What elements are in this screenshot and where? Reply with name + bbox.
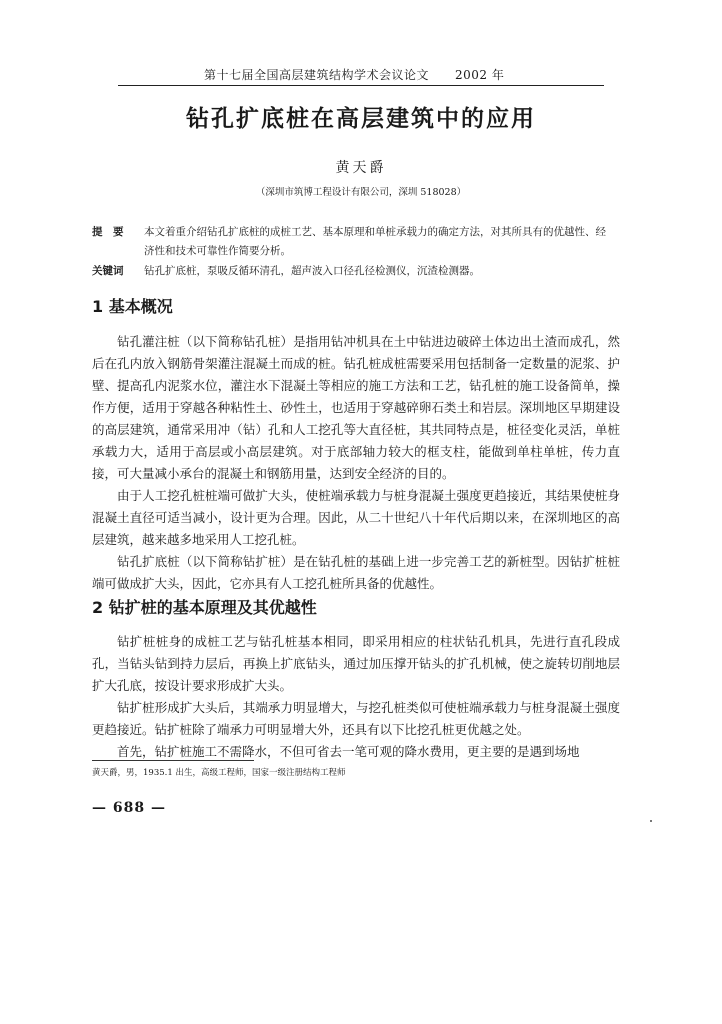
running-header <box>204 66 505 83</box>
paragraph: 钻孔扩底桩（以下简称钻扩桩）是在钻孔桩的基础上进一步完善工艺的新桩型。因钻扩桩桩端可做成扩大头，因此，它亦具有人工挖孔桩所具备的优越性。 <box>92 554 620 591</box>
affiliation: （深圳市筑博工程设计有限公司，深圳 518028） <box>255 187 467 198</box>
section-heading-2: 2 钻扩桩的基本原理及其优越性 <box>92 598 317 617</box>
author: 黄天爵 <box>335 160 387 176</box>
section-1-body <box>92 331 620 595</box>
abstract-text: 本文着重介绍钻孔扩底桩的成桩工艺、基本原理和单桩承载力的确定方法，对其所具有的优越性、经济性和技术可靠性作简要分析。 <box>144 226 606 257</box>
abstract <box>92 223 612 261</box>
footnote-rule <box>92 760 254 761</box>
section-2-body <box>92 631 620 763</box>
page-number: — 688 — <box>92 800 166 816</box>
paragraph: 钻扩桩桩身的成桩工艺与钻孔桩基本相同，即采用相应的柱状钻孔机具，先进行直孔段成孔，当钻头钻到持力层后，再换上扩底钻头，通过加压撑开钻头的扩孔机械，使之旋转切削地层扩大孔底，按设计要求形成扩大头。 <box>92 634 620 693</box>
paragraph: 首先，钻扩桩施工不需降水，不但可省去一笔可观的降水费用，更主要的是遇到场地 <box>117 744 580 759</box>
header-rule <box>118 85 604 86</box>
scan-speck <box>650 820 652 822</box>
conference-name: 第十七届全国高层建筑结构学术会议论文 <box>204 68 430 82</box>
paragraph: 钻孔灌注桩（以下简称钻孔桩）是指用钻冲机具在土中钻进边破碎土体边出土渣而成孔，然后在孔内放入钢筋骨架灌注混凝土而成的桩。钻孔桩成桩需要采用包括制备一定数量的泥浆、护壁、提高孔内泥浆水位，灌注水下混凝土等相应的施工方法和工艺，钻孔桩的施工设备简单，操作方便，适用于穿越各种粘性土、砂性土，也适用于穿越碎卵石类土和岩层。深圳地区早期建设的高层建筑，通常采用冲（钻）孔和人工挖孔等大直径桩，其共同特点是，桩径变化灵活，单桩承载力大，适用于高层或小高层建筑。对于底部轴力较大的框支柱，能做到单柱单桩，传力直接，可大量减小承台的混凝土和钢筋用量，达到安全经济的目的。 <box>92 334 620 481</box>
abstract-label: 提 要 <box>92 226 124 238</box>
section-heading-1: 1 基本概况 <box>92 297 173 316</box>
paper-title: 钻孔扩底桩在高层建筑中的应用 <box>186 106 536 132</box>
conference-year: 2002 年 <box>455 68 505 82</box>
paragraph: 由于人工挖孔桩桩端可做扩大头，使桩端承载力与桩身混凝土强度更趋接近，其结果使桩身混凝土直径可适当减小，设计更为合理。因此，从二十世纪八十年代后期以来，在深圳地区的高层建筑，越来越多地采用人工挖孔桩。 <box>92 488 620 547</box>
paragraph: 钻扩桩形成扩大头后，其端承力明显增大，与挖孔桩类似可使桩端承载力与桩身混凝土强度更趋接近。钻扩桩除了端承力可明显增大外，还具有以下比挖孔桩更优越之处。 <box>92 700 620 737</box>
keywords-text: 钻孔扩底桩，泵吸反循环清孔，超声波入口径孔径检测仪，沉渣检测器。 <box>144 265 480 277</box>
footnote: 黄天爵，男，1935.1 出生，高级工程师，国家一级注册结构工程师 <box>92 768 346 778</box>
keywords <box>92 262 612 281</box>
keywords-label: 关键词 <box>92 265 124 277</box>
